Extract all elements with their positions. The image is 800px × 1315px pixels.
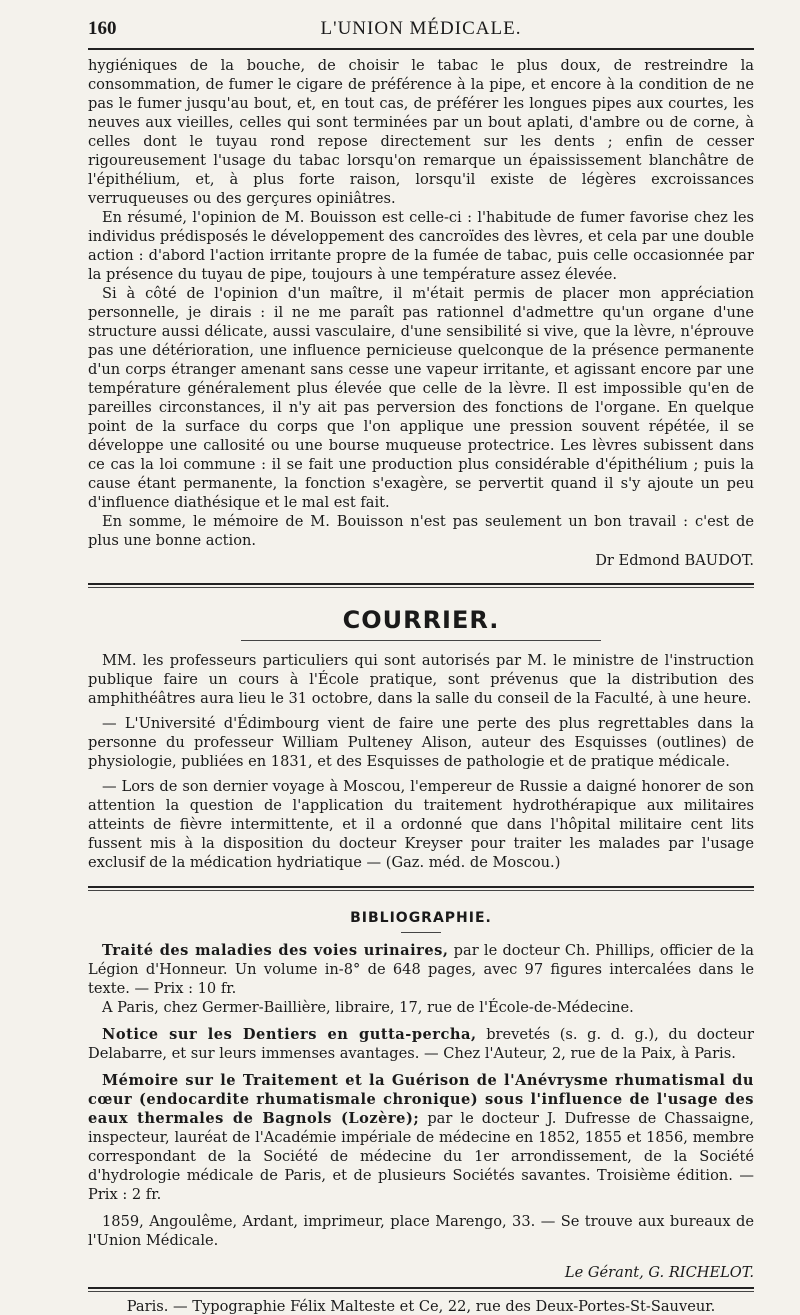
entry-title: Mémoire sur le Traitement et la Guérison de l'Anévrysme rhumatismal du cœur (endocardite rhumatismale chronique) sous l'influence de l'usage des eaux thermales de Bagnols (Lozère); [88, 1072, 754, 1127]
header-rule [88, 48, 754, 50]
bibliographie-heading: BIBLIOGRAPHIE. [350, 910, 492, 926]
running-head [88, 0, 754, 48]
courrier-rule [241, 640, 601, 641]
section-divider [88, 583, 754, 588]
entry-text: par le docteur Ch. Phillips, officier de la Légion d'Honneur. Un volume in-8° de 648 pages, avec 97 figures intercalées dans le texte. — Prix : 10 fr. [88, 942, 754, 997]
courrier-heading-block [88, 606, 754, 634]
entry-text: brevetés (s. g. d. g.), du docteur Delabarre, et sur leurs immenses avantages. — Chez l'Auteur, 2, rue de la Paix, à Paris. [88, 1026, 754, 1062]
courrier-heading: COURRIER. [342, 606, 500, 634]
entry-title: Notice sur les Dentiers en gutta-percha, [102, 1026, 477, 1043]
article-paragraph: hygiéniques de la bouche, de choisir le tabac le plus doux, de restreindre la consommation, de fumer le cigare de préférence à la pipe, et encore à la condition de ne pas le fumer jusqu'au bout, et, en tout cas, de préférer les longues pipes aux courtes, les neuves aux vieilles, celles qui sont terminées par un bout aplati, d'ambre ou de corne, à celles dont le tuyau rond repose directement sur les dents ; enfin de cesser rigoureusement l'usage du tabac lorsqu'on remarque un épaississement blanchâtre de l'épithélium, et, à plus forte raison, lorsqu'il existe de légères excroissances verruqueuses ou des gerçures opiniâtres. [88, 57, 754, 207]
imprint-line: Paris. — Typographie Félix Malteste et Ce, 22, rue des Deux-Portes-St-Sauveur. [126, 1298, 716, 1315]
courrier-body [88, 651, 754, 872]
article-body [88, 56, 754, 569]
entry-text: par le docteur J. Dufresse de Chassaigne, inspecteur, lauréat de l'Académie impériale de médecine en 1852, 1855 et 1856, membre correspondant de la Société de médecine du 1er arrondissement, de la Société d'hydrologie médicale de Paris, et de plusieurs Sociétés savantes. Troisième édition. — Prix : 2 fr. [88, 1110, 754, 1203]
courrier-paragraph: — L'Université d'Édimbourg vient de faire une perte des plus regrettables dans la personne du professeur William Pulteney Alison, auteur des Esquisses (outlines) de physiologie, publiées en 1831, et des Esquisses de pathologie et de pratique médicale. [88, 715, 754, 770]
bibliography-entry [88, 1071, 754, 1204]
article-paragraph: En somme, le mémoire de M. Bouisson n'est pas seulement un bon travail : c'est de plus une bonne action. [88, 513, 754, 549]
bibliography-entry [88, 1025, 754, 1063]
article-signature: Dr Edmond BAUDOT. [595, 552, 754, 569]
bibliographie-rule [401, 932, 441, 933]
courrier-paragraph: — Lors de son dernier voyage à Moscou, l'empereur de Russie a daigné honorer de son attention la question de l'application du traitement hydrothérapique aux militaires atteints de fièvre intermittente, et il a ordonné que dans l'hôpital militaire cent lits fussent mis à la disposition du docteur Kreyser pour traiter les malades par l'usage exclusif de la médication hydriatique — (Gaz. méd. de Moscou.) [88, 778, 754, 871]
footer-divider [88, 1287, 754, 1292]
journal-title: L'UNION MÉDICALE. [320, 18, 522, 39]
bibliography-entry [88, 941, 754, 1017]
entry-title: Traité des maladies des voies urinaires, [102, 942, 449, 959]
printer-line: 1859, Angoulême, Ardant, imprimeur, place Marengo, 33. — Se trouve aux bureaux de l'Union Médicale. [88, 1213, 754, 1249]
bibliographie-heading-block [88, 907, 754, 926]
courrier-paragraph: MM. les professeurs particuliers qui sont autorisés par M. le ministre de l'instruction publique faire un cours à l'École pratique, sont prévenus que la distribution des amphithéâtres aura lieu le 31 octobre, dans la salle du conseil de la Faculté, à une heure. [88, 652, 754, 707]
bibliographie-body [88, 941, 754, 1250]
article-paragraph: En résumé, l'opinion de M. Bouisson est celle-ci : l'habitude de fumer favorise chez les individus prédisposés le développement des cancroïdes des lèvres, et cela par une double action : d'abord l'action irritante propre de la fumée de tabac, puis celle occasionnée par la présence du tuyau de pipe, toujours à une température assez élevée. [88, 209, 754, 283]
section-divider [88, 886, 754, 891]
page-number: 160 [88, 18, 117, 39]
entry-text: A Paris, chez Germer-Baillière, libraire, 17, rue de l'École-de-Médecine. [102, 999, 634, 1016]
gerant-line: Le Gérant, G. RICHELOT. [564, 1264, 754, 1281]
article-paragraph: Si à côté de l'opinion d'un maître, il m'était permis de placer mon appréciation personnelle, je dirais : il ne me paraît pas rationnel d'admettre qu'un organe d'une structure aussi délicate, aussi vasculaire, d'une sensibilité si vive, que la lèvre, n'éprouve pas une détérioration, une influence pernicieuse quelconque de la présence permanente d'un corps étranger amenant sans cesse une vapeur irritante, et agissant encore par une température généralement plus élevée que celle de la lèvre. Il est impossible qu'en de pareilles circonstances, il n'y ait pas perversion des fonctions de l'organe. En quelque point de la surface du corps que l'on applique une pression souvent répétée, il se développe une callosité ou une bourse muqueuse protectrice. Les lèvres subissent dans ce cas la loi commune : il se fait une production plus considérable d'épithélium ; puis la cause étant permanente, la fonction s'exagère, se pervertit quand il s'y ajoute un peu d'influence diathésique et le mal est fait. [88, 285, 754, 511]
